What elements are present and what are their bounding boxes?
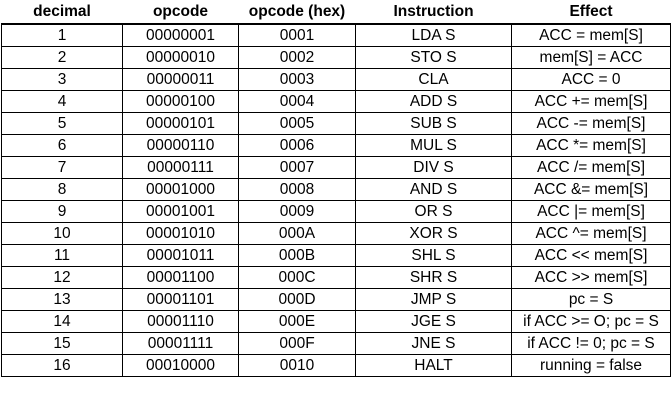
header-effect: Effect xyxy=(512,0,671,24)
cell-instruction: SUB S xyxy=(356,113,512,135)
cell-decimal: 16 xyxy=(2,355,123,377)
cell-effect: ACC |= mem[S] xyxy=(512,201,671,223)
header-row xyxy=(2,0,671,24)
cell-opcode-hex: 0002 xyxy=(239,47,356,69)
cell-instruction: SHL S xyxy=(356,245,512,267)
cell-instruction: ADD S xyxy=(356,91,512,113)
table-row xyxy=(2,289,671,311)
cell-decimal: 3 xyxy=(2,69,123,91)
cell-instruction: LDA S xyxy=(356,24,512,47)
cell-decimal: 13 xyxy=(2,289,123,311)
table-row xyxy=(2,179,671,201)
cell-opcode-hex: 000B xyxy=(239,245,356,267)
cell-opcode: 00000001 xyxy=(123,24,239,47)
cell-decimal: 2 xyxy=(2,47,123,69)
cell-opcode-hex: 000E xyxy=(239,311,356,333)
cell-opcode: 00010000 xyxy=(123,355,239,377)
table-row xyxy=(2,201,671,223)
cell-opcode-hex: 000A xyxy=(239,223,356,245)
cell-opcode: 00001100 xyxy=(123,267,239,289)
table-row xyxy=(2,267,671,289)
cell-instruction: OR S xyxy=(356,201,512,223)
table-row xyxy=(2,333,671,355)
cell-opcode: 00001001 xyxy=(123,201,239,223)
cell-decimal: 15 xyxy=(2,333,123,355)
cell-instruction: AND S xyxy=(356,179,512,201)
header-opcode: opcode xyxy=(123,0,239,24)
cell-opcode: 00000011 xyxy=(123,69,239,91)
cell-decimal: 12 xyxy=(2,267,123,289)
cell-opcode: 00000010 xyxy=(123,47,239,69)
cell-opcode: 00000101 xyxy=(123,113,239,135)
cell-opcode: 00000111 xyxy=(123,157,239,179)
cell-decimal: 6 xyxy=(2,135,123,157)
table-row xyxy=(2,245,671,267)
cell-opcode-hex: 0001 xyxy=(239,24,356,47)
table-row xyxy=(2,311,671,333)
cell-effect: running = false xyxy=(512,355,671,377)
cell-decimal: 4 xyxy=(2,91,123,113)
table-row xyxy=(2,135,671,157)
cell-instruction: JNE S xyxy=(356,333,512,355)
cell-opcode-hex: 000D xyxy=(239,289,356,311)
cell-decimal: 9 xyxy=(2,201,123,223)
cell-decimal: 5 xyxy=(2,113,123,135)
table-row xyxy=(2,91,671,113)
cell-opcode-hex: 0008 xyxy=(239,179,356,201)
cell-instruction: JGE S xyxy=(356,311,512,333)
cell-effect: ACC ^= mem[S] xyxy=(512,223,671,245)
cell-effect: ACC >> mem[S] xyxy=(512,267,671,289)
cell-decimal: 10 xyxy=(2,223,123,245)
cell-opcode: 00001110 xyxy=(123,311,239,333)
cell-opcode: 00000100 xyxy=(123,91,239,113)
table-row xyxy=(2,157,671,179)
cell-decimal: 7 xyxy=(2,157,123,179)
cell-effect: ACC /= mem[S] xyxy=(512,157,671,179)
cell-instruction: DIV S xyxy=(356,157,512,179)
table-row xyxy=(2,47,671,69)
cell-opcode-hex: 0006 xyxy=(239,135,356,157)
cell-opcode-hex: 0005 xyxy=(239,113,356,135)
cell-opcode-hex: 000C xyxy=(239,267,356,289)
cell-opcode: 00001011 xyxy=(123,245,239,267)
cell-effect: if ACC != 0; pc = S xyxy=(512,333,671,355)
cell-decimal: 1 xyxy=(2,24,123,47)
cell-opcode: 00001010 xyxy=(123,223,239,245)
cell-opcode: 00001000 xyxy=(123,179,239,201)
cell-effect: ACC += mem[S] xyxy=(512,91,671,113)
cell-effect: ACC << mem[S] xyxy=(512,245,671,267)
cell-effect: mem[S] = ACC xyxy=(512,47,671,69)
cell-opcode-hex: 0003 xyxy=(239,69,356,91)
cell-effect: ACC = mem[S] xyxy=(512,24,671,47)
cell-instruction: STO S xyxy=(356,47,512,69)
cell-opcode-hex: 0009 xyxy=(239,201,356,223)
table-row xyxy=(2,24,671,47)
cell-instruction: CLA xyxy=(356,69,512,91)
table-row xyxy=(2,69,671,91)
cell-opcode-hex: 0004 xyxy=(239,91,356,113)
header-decimal: decimal xyxy=(2,0,123,24)
cell-effect: if ACC >= O; pc = S xyxy=(512,311,671,333)
cell-decimal: 14 xyxy=(2,311,123,333)
cell-instruction: HALT xyxy=(356,355,512,377)
cell-effect: ACC *= mem[S] xyxy=(512,135,671,157)
cell-decimal: 11 xyxy=(2,245,123,267)
cell-effect: ACC = 0 xyxy=(512,69,671,91)
cell-opcode: 00001111 xyxy=(123,333,239,355)
cell-opcode-hex: 000F xyxy=(239,333,356,355)
opcode-table xyxy=(1,0,671,377)
cell-opcode-hex: 0010 xyxy=(239,355,356,377)
header-instruction: Instruction xyxy=(356,0,512,24)
header-opcode-hex: opcode (hex) xyxy=(239,0,356,24)
cell-instruction: JMP S xyxy=(356,289,512,311)
table-row xyxy=(2,223,671,245)
cell-instruction: SHR S xyxy=(356,267,512,289)
cell-opcode: 00001101 xyxy=(123,289,239,311)
cell-effect: ACC &= mem[S] xyxy=(512,179,671,201)
cell-opcode-hex: 0007 xyxy=(239,157,356,179)
cell-decimal: 8 xyxy=(2,179,123,201)
table-row xyxy=(2,113,671,135)
cell-effect: ACC -= mem[S] xyxy=(512,113,671,135)
cell-instruction: XOR S xyxy=(356,223,512,245)
cell-effect: pc = S xyxy=(512,289,671,311)
table-row xyxy=(2,355,671,377)
cell-instruction: MUL S xyxy=(356,135,512,157)
cell-opcode: 00000110 xyxy=(123,135,239,157)
